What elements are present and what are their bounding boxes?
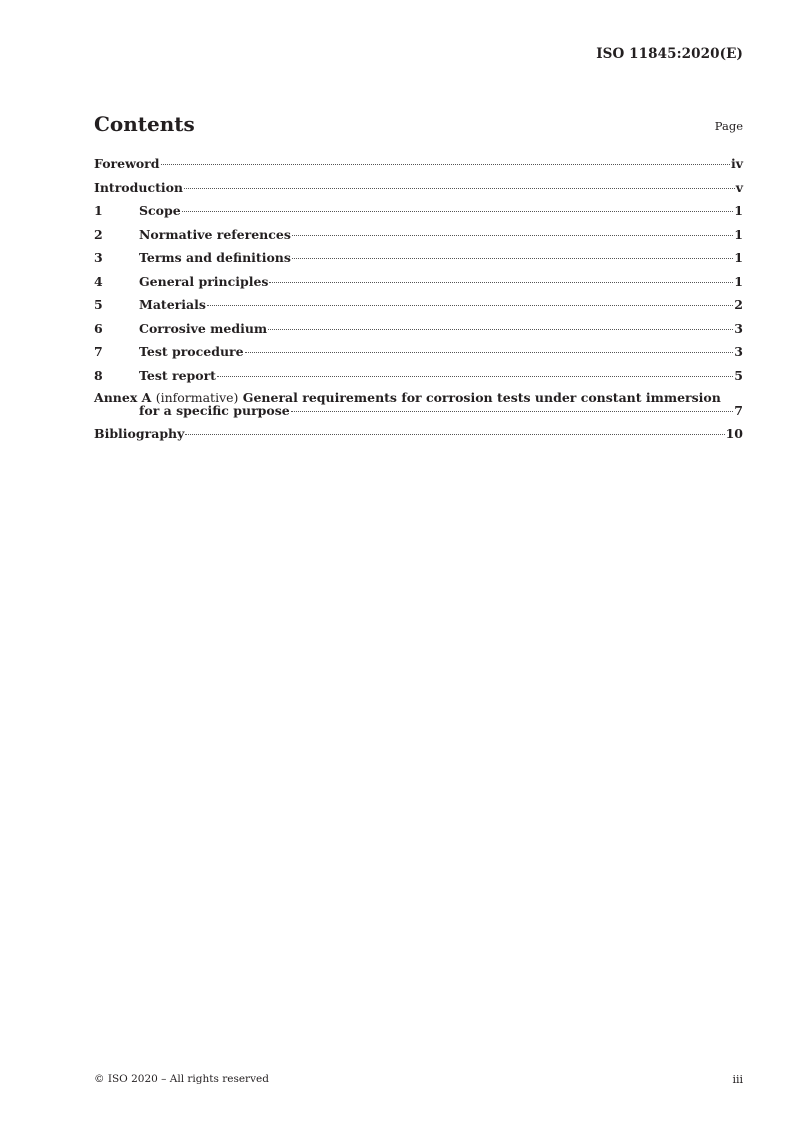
toc-entry-title: Bibliography	[94, 426, 185, 441]
toc-entry-title: Normative references	[139, 226, 291, 242]
clause-number: 6	[94, 320, 103, 336]
toc-entry-clause-4[interactable]	[94, 273, 743, 297]
toc-entry-title: General principles	[139, 273, 269, 289]
toc-entry-clause-5[interactable]	[94, 296, 743, 320]
toc-entry-bibliography[interactable]	[94, 425, 743, 449]
toc-entry-page: iv	[730, 156, 743, 171]
clause-number: 2	[94, 226, 103, 242]
annex-continuation-line	[94, 404, 743, 417]
toc-entry-clause-3[interactable]	[94, 249, 743, 273]
dot-leader	[207, 305, 733, 306]
dot-leader	[161, 164, 730, 165]
clause-number: 4	[94, 273, 103, 289]
toc-entry-title: Terms and definitions	[139, 250, 291, 265]
document-id: ISO 11845:2020(E)	[596, 46, 743, 62]
dot-leader	[269, 282, 733, 283]
contents-heading: Contents	[94, 112, 195, 136]
toc-entry-title: Corrosive medium	[139, 320, 268, 336]
clause-number: 8	[94, 367, 103, 383]
dot-leader	[182, 211, 734, 212]
toc-entry-clause-6[interactable]	[94, 320, 743, 344]
toc-entry-foreword[interactable]	[94, 155, 743, 179]
toc-entry-page: 5	[734, 367, 743, 383]
page-number: iii	[732, 1073, 743, 1086]
dot-leader	[292, 258, 733, 259]
toc-entry-page: 1	[734, 226, 743, 242]
dot-leader	[185, 434, 724, 435]
annex-label: Annex A	[94, 390, 152, 405]
clause-number: 1	[94, 203, 103, 218]
toc-entry-title: Test procedure	[139, 344, 244, 359]
toc-entry-title: Materials	[139, 297, 206, 312]
toc-entry-title: Introduction	[94, 179, 184, 195]
dot-leader	[268, 329, 733, 330]
toc-entry-clause-8[interactable]	[94, 367, 743, 391]
toc-entry-title: Scope	[139, 203, 181, 218]
toc-entry-page: 10	[725, 426, 743, 441]
toc-entry-introduction[interactable]	[94, 179, 743, 203]
page-column-label: Page	[714, 119, 743, 133]
annex-qualifier: (informative)	[155, 390, 239, 405]
toc-entry-clause-2[interactable]	[94, 226, 743, 250]
dot-leader	[184, 188, 735, 189]
toc-entry-title: Test report	[139, 367, 216, 383]
clause-number: 7	[94, 344, 103, 359]
toc-entry-page: 1	[734, 273, 743, 289]
dot-leader	[217, 376, 733, 377]
toc-entry-annex-a[interactable]	[94, 390, 743, 425]
toc-entry-clause-1[interactable]	[94, 202, 743, 226]
toc-entry-title: Foreword	[94, 156, 160, 171]
toc-entry-page: 3	[734, 344, 743, 359]
annex-title-line1: General requirements for corrosion tests under constant immersion	[242, 390, 721, 405]
clause-number: 5	[94, 297, 103, 312]
copyright-notice: © ISO 2020 – All rights reserved	[94, 1073, 269, 1085]
toc-entry-clause-7[interactable]	[94, 343, 743, 367]
dot-leader	[291, 411, 734, 412]
dot-leader	[245, 352, 734, 353]
dot-leader	[292, 235, 733, 236]
toc-entry-page: 1	[734, 250, 743, 265]
toc-entry-page: v	[735, 179, 743, 195]
toc-entry-page: 1	[734, 203, 743, 218]
toc-entry-page: 2	[734, 297, 743, 312]
toc-entry-page: 3	[734, 320, 743, 336]
annex-title-line2: for a specific purpose	[139, 403, 290, 418]
toc-entry-page: 7	[734, 403, 743, 418]
table-of-contents	[94, 155, 743, 449]
clause-number: 3	[94, 250, 103, 265]
